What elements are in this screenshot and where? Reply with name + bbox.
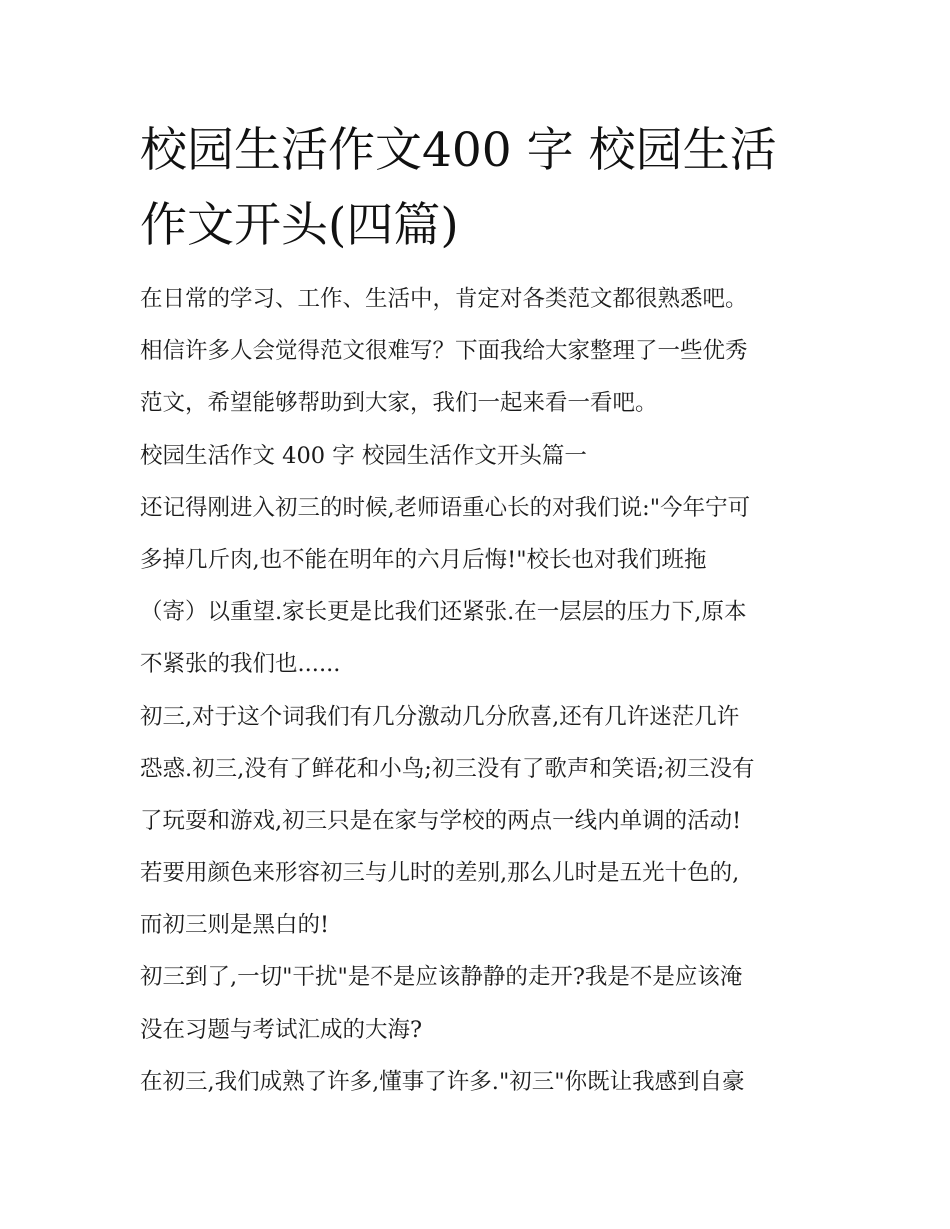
paragraph-line: 了玩耍和游戏,初三只是在家与学校的两点一线内单调的活动! (140, 807, 742, 834)
paragraph-line: 没在习题与考试汇成的大海? (140, 1016, 423, 1043)
paragraph-line: 不紧张的我们也...... (140, 651, 341, 678)
title-line-2: 作文开头(四篇) (140, 198, 459, 253)
intro-line: 在日常的学习、工作、生活中，肯定对各类范文都很熟悉吧。 (140, 286, 748, 312)
document-body (140, 273, 820, 1108)
paragraph-line: 多掉几斤肉,也不能在明年的六月后悔!"校长也对我们班拖 (140, 546, 707, 573)
intro-line: 相信许多人会觉得范文很难写？下面我给大家整理了一些优秀 (140, 338, 748, 365)
paragraph-line: 若要用颜色来形容初三与儿时的差别,那么儿时是五光十色的, (140, 860, 740, 887)
paragraph-line: 在初三,我们成熟了许多,懂事了许多."初三"你既让我感到自豪 (140, 1068, 745, 1095)
paragraph-line: 初三到了,一切"干扰"是不是应该静静的走开?我是不是应该淹 (140, 964, 743, 991)
paragraph-line: 而初三则是黑白的! (140, 912, 330, 939)
intro-line: 范文，希望能够帮助到大家，我们一起来看一看吧。 (140, 390, 658, 417)
paragraph-line: 恐惑.初三,没有了鲜花和小鸟;初三没有了歌声和笑语;初三没有 (140, 755, 755, 782)
document-title (140, 113, 820, 263)
paragraph-line: 初三,对于这个词我们有几分激动几分欣喜,还有几许迷茫几许 (140, 703, 740, 730)
paragraph-line: 还记得刚进入初三的时候,老师语重心长的对我们说:"今年宁可 (140, 494, 751, 521)
section-heading: 校园生活作文 400 字 校园生活作文开头篇一 (140, 442, 587, 469)
title-line-1: 校园生活作文400 字 校园生活 (140, 123, 777, 178)
paragraph-line: （寄）以重望.家长更是比我们还紧张.在一层层的压力下,原本 (140, 599, 747, 626)
